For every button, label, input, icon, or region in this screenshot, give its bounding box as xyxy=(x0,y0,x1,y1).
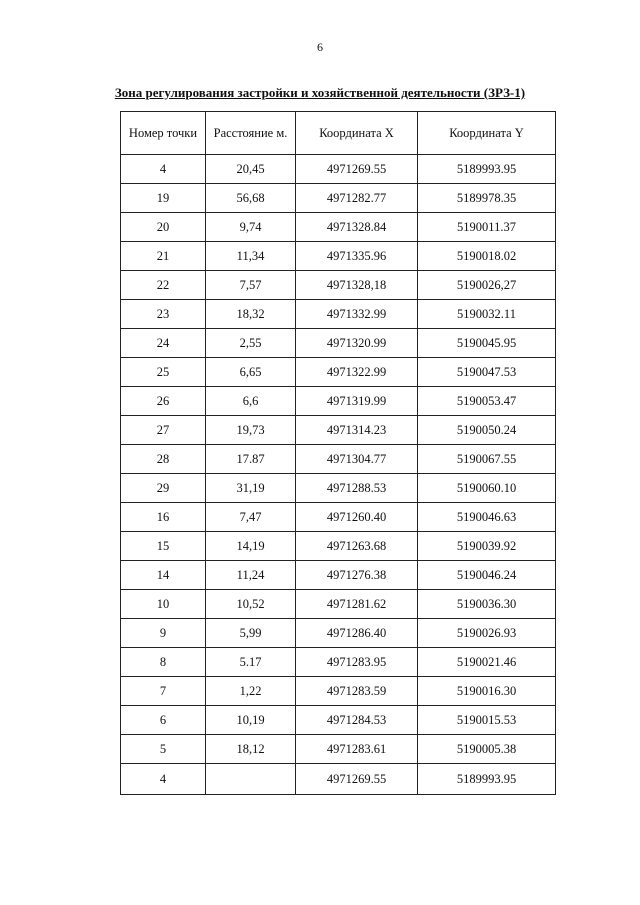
table-row xyxy=(121,648,556,677)
table-row xyxy=(121,300,556,329)
table-row xyxy=(121,590,556,619)
cell-coordinate-x: 4971269.55 xyxy=(296,764,418,795)
table-row xyxy=(121,619,556,648)
table-header-row xyxy=(121,112,556,155)
cell-coordinate-x: 4971328.84 xyxy=(296,213,418,242)
cell-coordinate-y: 5190021.46 xyxy=(418,648,556,677)
cell-point-number: 15 xyxy=(121,532,206,561)
table-row xyxy=(121,184,556,213)
cell-coordinate-x: 4971328,18 xyxy=(296,271,418,300)
table-row xyxy=(121,155,556,184)
cell-point-number: 20 xyxy=(121,213,206,242)
coordinates-table xyxy=(120,111,556,795)
cell-point-number: 21 xyxy=(121,242,206,271)
cell-point-number: 6 xyxy=(121,706,206,735)
cell-coordinate-x: 4971283.61 xyxy=(296,735,418,764)
table-row xyxy=(121,503,556,532)
cell-distance: 5.17 xyxy=(206,648,296,677)
table-row xyxy=(121,764,556,795)
header-coordinate-x: Координата X xyxy=(296,112,418,155)
cell-point-number: 26 xyxy=(121,387,206,416)
table-row xyxy=(121,735,556,764)
table-row xyxy=(121,387,556,416)
cell-coordinate-y: 5190026,27 xyxy=(418,271,556,300)
cell-point-number: 9 xyxy=(121,619,206,648)
table-row xyxy=(121,445,556,474)
cell-coordinate-y: 5190060.10 xyxy=(418,474,556,503)
cell-distance: 20,45 xyxy=(206,155,296,184)
cell-point-number: 10 xyxy=(121,590,206,619)
cell-distance: 56,68 xyxy=(206,184,296,213)
cell-coordinate-x: 4971314.23 xyxy=(296,416,418,445)
cell-coordinate-x: 4971335.96 xyxy=(296,242,418,271)
cell-distance: 6,65 xyxy=(206,358,296,387)
cell-distance: 31,19 xyxy=(206,474,296,503)
cell-coordinate-x: 4971322.99 xyxy=(296,358,418,387)
header-point-number: Номер точки xyxy=(121,112,206,155)
cell-coordinate-x: 4971282.77 xyxy=(296,184,418,213)
cell-distance: 11,24 xyxy=(206,561,296,590)
table-row xyxy=(121,213,556,242)
cell-coordinate-y: 5190046.24 xyxy=(418,561,556,590)
table-row xyxy=(121,358,556,387)
table-row xyxy=(121,677,556,706)
header-coordinate-y: Координата Y xyxy=(418,112,556,155)
cell-coordinate-y: 5190047.53 xyxy=(418,358,556,387)
cell-coordinate-x: 4971269.55 xyxy=(296,155,418,184)
cell-coordinate-x: 4971283.95 xyxy=(296,648,418,677)
cell-coordinate-y: 5190045.95 xyxy=(418,329,556,358)
table-row xyxy=(121,706,556,735)
cell-point-number: 29 xyxy=(121,474,206,503)
cell-coordinate-x: 4971304.77 xyxy=(296,445,418,474)
cell-coordinate-x: 4971284.53 xyxy=(296,706,418,735)
cell-distance: 19,73 xyxy=(206,416,296,445)
cell-coordinate-x: 4971288.53 xyxy=(296,474,418,503)
cell-distance: 6,6 xyxy=(206,387,296,416)
cell-coordinate-y: 5190005.38 xyxy=(418,735,556,764)
cell-coordinate-x: 4971283.59 xyxy=(296,677,418,706)
cell-point-number: 8 xyxy=(121,648,206,677)
cell-coordinate-y: 5190026.93 xyxy=(418,619,556,648)
table-row xyxy=(121,532,556,561)
cell-point-number: 4 xyxy=(121,764,206,795)
header-distance: Расстояние м. xyxy=(206,112,296,155)
cell-point-number: 27 xyxy=(121,416,206,445)
cell-distance: 2,55 xyxy=(206,329,296,358)
cell-coordinate-y: 5189978.35 xyxy=(418,184,556,213)
cell-distance: 7,57 xyxy=(206,271,296,300)
cell-coordinate-y: 5190036.30 xyxy=(418,590,556,619)
cell-distance: 18,12 xyxy=(206,735,296,764)
cell-coordinate-x: 4971276.38 xyxy=(296,561,418,590)
cell-coordinate-y: 5190015.53 xyxy=(418,706,556,735)
cell-distance: 14,19 xyxy=(206,532,296,561)
cell-distance: 10,19 xyxy=(206,706,296,735)
cell-point-number: 28 xyxy=(121,445,206,474)
cell-distance: 9,74 xyxy=(206,213,296,242)
cell-distance: 5,99 xyxy=(206,619,296,648)
cell-coordinate-y: 5190011.37 xyxy=(418,213,556,242)
cell-point-number: 16 xyxy=(121,503,206,532)
cell-coordinate-x: 4971332.99 xyxy=(296,300,418,329)
table-row xyxy=(121,474,556,503)
table-body xyxy=(121,155,556,795)
cell-point-number: 14 xyxy=(121,561,206,590)
cell-coordinate-x: 4971281.62 xyxy=(296,590,418,619)
cell-point-number: 7 xyxy=(121,677,206,706)
table-row xyxy=(121,271,556,300)
cell-point-number: 5 xyxy=(121,735,206,764)
cell-coordinate-y: 5189993.95 xyxy=(418,155,556,184)
cell-coordinate-y: 5190050.24 xyxy=(418,416,556,445)
table-row xyxy=(121,242,556,271)
page-number: 6 xyxy=(317,40,323,54)
cell-coordinate-y: 5190039.92 xyxy=(418,532,556,561)
cell-coordinate-y: 5190067.55 xyxy=(418,445,556,474)
cell-distance: 18,32 xyxy=(206,300,296,329)
cell-point-number: 22 xyxy=(121,271,206,300)
cell-distance xyxy=(206,764,296,795)
cell-coordinate-x: 4971286.40 xyxy=(296,619,418,648)
cell-coordinate-y: 5190016.30 xyxy=(418,677,556,706)
cell-point-number: 25 xyxy=(121,358,206,387)
cell-distance: 1,22 xyxy=(206,677,296,706)
cell-coordinate-y: 5190018.02 xyxy=(418,242,556,271)
cell-point-number: 24 xyxy=(121,329,206,358)
cell-coordinate-x: 4971263.68 xyxy=(296,532,418,561)
cell-point-number: 4 xyxy=(121,155,206,184)
table-row xyxy=(121,416,556,445)
table-row xyxy=(121,329,556,358)
cell-coordinate-y: 5190046.63 xyxy=(418,503,556,532)
cell-distance: 10,52 xyxy=(206,590,296,619)
cell-point-number: 19 xyxy=(121,184,206,213)
cell-coordinate-x: 4971319.99 xyxy=(296,387,418,416)
cell-distance: 11,34 xyxy=(206,242,296,271)
document-title: Зона регулирования застройки и хозяйственной деятельности (ЗРЗ-1) xyxy=(114,85,526,100)
cell-distance: 17.87 xyxy=(206,445,296,474)
cell-coordinate-y: 5190053.47 xyxy=(418,387,556,416)
cell-coordinate-y: 5190032.11 xyxy=(418,300,556,329)
cell-coordinate-y: 5189993.95 xyxy=(418,764,556,795)
cell-distance: 7,47 xyxy=(206,503,296,532)
cell-coordinate-x: 4971320.99 xyxy=(296,329,418,358)
cell-coordinate-x: 4971260.40 xyxy=(296,503,418,532)
cell-point-number: 23 xyxy=(121,300,206,329)
table-row xyxy=(121,561,556,590)
